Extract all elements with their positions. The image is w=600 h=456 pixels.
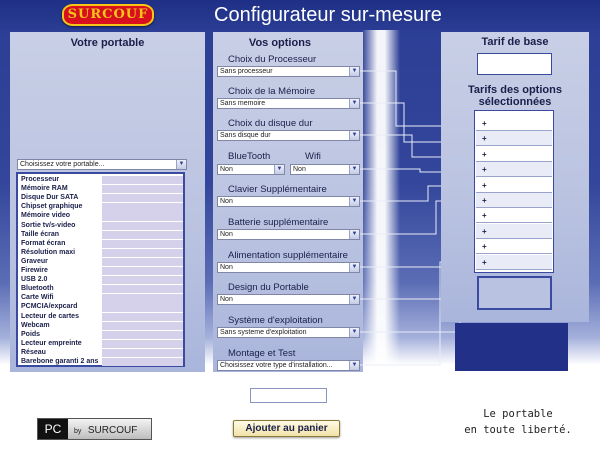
bluetooth-value: Non <box>220 166 233 173</box>
processor-label: Choix du Processeur <box>228 54 317 65</box>
chevron-down-icon: ▼ <box>349 165 359 174</box>
chevron-down-icon: ▼ <box>349 197 359 206</box>
spec-label: Réseau <box>21 348 46 356</box>
options-total-box <box>477 276 552 310</box>
by-label: by <box>74 428 82 435</box>
design-label: Design du Portable <box>228 282 309 293</box>
install-label: Montage et Test <box>228 348 296 359</box>
add-to-cart-button[interactable]: Ajouter au panier <box>233 420 340 437</box>
wifi-label: Wifi <box>305 151 321 162</box>
design-value: Non <box>220 296 233 303</box>
base-price-field[interactable] <box>477 53 552 75</box>
power-value: Non <box>220 264 233 271</box>
spec-label: Poids <box>21 330 41 338</box>
power-label: Alimentation supplémentaire <box>228 250 348 261</box>
chevron-down-icon: ▼ <box>349 67 359 76</box>
chevron-down-icon: ▼ <box>349 295 359 304</box>
install-value: Choisissez votre type d'installation... <box>220 362 333 369</box>
option-price-cell: + <box>476 255 552 270</box>
option-price-cell: + <box>476 193 552 208</box>
spec-label: Mémoire video <box>21 212 71 220</box>
wifi-value: Non <box>293 166 306 173</box>
spec-label: Format écran <box>21 239 66 247</box>
base-price-title: Tarif de base <box>481 36 549 48</box>
tagline-line1: Le portable <box>483 408 553 420</box>
bluetooth-label: BlueTooth <box>228 151 271 162</box>
laptop-panel-title: Votre portable <box>70 37 145 49</box>
memory-label: Choix de la Mémoire <box>228 86 316 97</box>
decor-block <box>455 323 568 371</box>
spec-label: Lecteur de cartes <box>21 312 79 320</box>
page-title: Configurateur sur-mesure <box>214 4 442 26</box>
spec-label: Mémoire RAM <box>21 185 68 193</box>
chevron-down-icon: ▼ <box>349 99 359 108</box>
option-price-cell: + <box>476 162 552 177</box>
spec-label: PCMCIA/expcard <box>21 303 78 311</box>
disk-value: Sans disque dur <box>220 132 271 139</box>
os-value: Sans systeme d'exploitation <box>220 329 307 336</box>
surcouf-badge <box>68 419 151 439</box>
chevron-down-icon: ▼ <box>349 230 359 239</box>
pc-badge: PC <box>38 419 68 439</box>
spec-label: Firewire <box>21 267 48 274</box>
total-label: Coût Total <box>262 374 316 386</box>
option-price-cell: + <box>476 208 552 223</box>
chevron-down-icon: ▼ <box>274 165 284 174</box>
battery-value: Non <box>220 231 233 238</box>
spec-label: Bluetooth <box>21 285 54 293</box>
chevron-down-icon: ▼ <box>349 361 359 370</box>
pc-by-surcouf-logo <box>37 418 152 440</box>
processor-value: Sans processeur <box>220 68 273 75</box>
spec-label: Webcam <box>21 321 50 329</box>
options-price-title-1: Tarifs des options <box>468 84 562 96</box>
keyboard-value: Non <box>220 198 233 205</box>
spec-label: Chipset graphique <box>21 203 83 211</box>
option-price-cell: + <box>476 239 552 254</box>
chevron-down-icon: ▼ <box>349 131 359 140</box>
battery-label: Batterie supplémentaire <box>228 217 329 228</box>
surcouf-brand: SURCOUF <box>87 425 138 436</box>
chevron-down-icon: ▼ <box>349 328 359 337</box>
options-panel-title: Vos options <box>248 37 312 49</box>
chevron-down-icon: ▼ <box>176 160 186 169</box>
options-price-title-2: sélectionnées <box>478 96 552 108</box>
option-price-cell: + <box>476 178 552 193</box>
spec-label: USB 2.0 <box>21 276 48 284</box>
surcouf-logo[interactable]: SURCOUF <box>62 4 154 26</box>
laptop-select-value: Choisissez votre portable... <box>20 161 105 168</box>
chevron-down-icon: ▼ <box>349 263 359 272</box>
spec-label: Taille écran <box>21 230 60 238</box>
spec-label: Graveur <box>21 257 48 265</box>
option-price-cell: + <box>476 147 552 162</box>
option-price-cell: + <box>476 224 552 239</box>
spec-label: Disque Dur SATA <box>21 194 79 202</box>
total-field <box>250 388 327 403</box>
option-price-cell: + <box>476 116 552 131</box>
spec-label: Résolution maxi <box>21 248 76 256</box>
os-label: Système d'exploitation <box>228 315 323 326</box>
memory-value: Sans memoire <box>220 100 266 107</box>
spec-label: Processeur <box>21 176 60 183</box>
spec-label: Carte Wifi <box>21 294 54 302</box>
tagline-line2: en toute liberté. <box>464 424 572 436</box>
disk-label: Choix du disque dur <box>228 118 313 129</box>
keyboard-label: Clavier Supplémentaire <box>228 184 327 195</box>
spec-label: Sortie tv/s-video <box>21 221 76 229</box>
option-price-cell: + <box>476 131 552 146</box>
spec-label: Barebone garanti 2 ans <box>21 358 99 365</box>
spec-label: Lecteur empreinte <box>21 339 82 347</box>
